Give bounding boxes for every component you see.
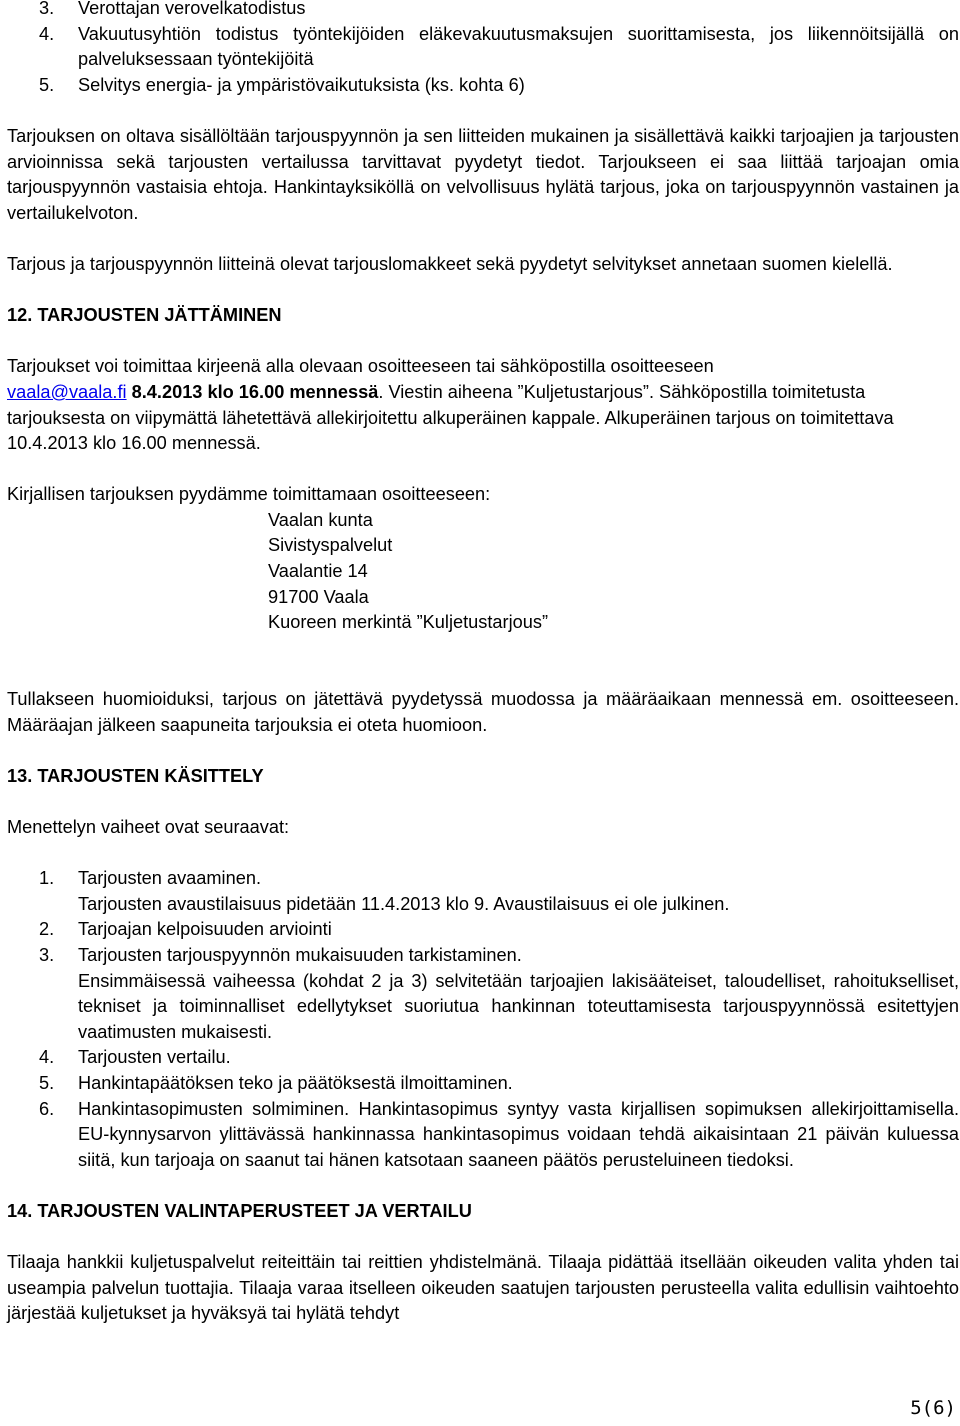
step-detail: Ensimmäisessä vaiheessa (kohdat 2 ja 3) selvitetään tarjoajien lakisääteiset, taloudelliset, rahoitukselliset, tekniset ja toiminnalliset edellytykset suoriutua hankinnan toteuttamisesta tarjouspyynnössä esitettyjen vaatimusten mukaisesti. bbox=[78, 970, 959, 1042]
step-text: Tarjoajan kelpoisuuden arviointi bbox=[78, 919, 332, 940]
deadline-text: 8.4.2013 klo 16.00 mennessä bbox=[126, 381, 379, 402]
list-number: 5. bbox=[39, 1072, 55, 1093]
list-item bbox=[7, 0, 959, 22]
list-number: 3. bbox=[39, 944, 55, 965]
list-number: 2. bbox=[39, 919, 55, 940]
submission-intro: Tarjoukset voi toimittaa kirjeenä alla olevaan osoitteeseen tai sähköpostilla osoitteeseen bbox=[7, 356, 714, 377]
step-text: Hankintapäätöksen teko ja päätöksestä ilmoittaminen. bbox=[78, 1072, 513, 1093]
email-link[interactable]: vaala@vaala.fi bbox=[7, 381, 127, 402]
list-number: 6. bbox=[39, 1098, 55, 1119]
address-line: Vaalantie 14 bbox=[268, 561, 368, 582]
step-text: Tarjousten tarjouspyynnön mukaisuuden tarkistaminen. bbox=[78, 944, 522, 965]
page-number: 5(6) bbox=[910, 1397, 956, 1419]
address-line: Kuoreen merkintä ”Kuljetustarjous” bbox=[268, 612, 549, 633]
list-number: 3. bbox=[39, 0, 55, 18]
address-line: Sivistyspalvelut bbox=[268, 535, 393, 556]
section-14-heading: 14. TARJOUSTEN VALINTAPERUSTEET JA VERTAILU bbox=[7, 1200, 472, 1221]
list-number: 4. bbox=[39, 1047, 55, 1068]
list-text: Verottajan verovelkatodistus bbox=[78, 0, 306, 18]
address-line: Vaalan kunta bbox=[268, 509, 373, 530]
list-item bbox=[7, 943, 959, 1045]
address-line: 91700 Vaala bbox=[268, 586, 369, 607]
list-number: 4. bbox=[39, 23, 55, 44]
delivery-address bbox=[7, 508, 959, 636]
procedure-steps-list bbox=[7, 866, 959, 1173]
list-text: Vakuutusyhtiön todistus työntekijöiden eläkevakuutusmaksujen suorittamisesta, jos liikennöitsijällä on palveluksessaan työntekijöitä bbox=[78, 23, 959, 70]
address-intro: Kirjallisen tarjouksen pyydämme toimittamaan osoitteeseen: bbox=[7, 484, 491, 505]
list-text: Selvitys energia- ja ympäristövaikutuksista (ks. kohta 6) bbox=[78, 74, 525, 95]
procedure-intro: Menettelyn vaiheet ovat seuraavat: bbox=[7, 817, 290, 837]
section-13-heading: 13. TARJOUSTEN KÄSITTELY bbox=[7, 765, 264, 786]
paragraph-deadline-note: Tullakseen huomioiduksi, tarjous on jätettävä pyydetyssä muodossa ja määräaikaan mennessä em. osoitteeseen. Määräajan jälkeen saapuneita tarjouksia ei oteta huomioon. bbox=[7, 689, 959, 735]
required-documents-list bbox=[7, 0, 959, 98]
section-12-heading: 12. TARJOUSTEN JÄTTÄMINEN bbox=[7, 305, 282, 326]
submission-rest: . Viestin aiheena ”Kuljetustarjous”. Sähköpostilla toimitetusta tarjouksesta on viipymättä lähetettävä allekirjoitettu alkuperäinen kappale. Alkuperäinen tarjous on toimitettava 10.4.2013 klo 16.00 mennessä. bbox=[7, 381, 894, 454]
paragraph-tender-content: Tarjouksen on oltava sisällöltään tarjouspyynnön ja sen liitteiden mukainen ja sisällettävä kaikki tarjoajien ja tarjousten arvioinnissa sekä tarjousten vertailussa tarvittavat pyydetyt tiedot. Tarjoukseen ei saa liittää tarjoajan omia tarjouspyynnön vastaisia ehtoja. Hankintayksiköllä on velvollisuus hylätä tarjous, joka on tarjouspyynnön vastainen ja vertailukelvoton. bbox=[7, 125, 959, 223]
document-page bbox=[7, 0, 959, 1327]
list-item bbox=[7, 1071, 959, 1097]
step-text: Hankintasopimusten solmiminen. Hankintasopimus syntyy vasta kirjallisen sopimuksen allekirjoittamisella. EU-kynnysarvon ylittävässä hankinnassa hankintasopimus voidaan tehdä aikaisintaan 21 päivän kuluessa siitä, kun tarjoaja on saanut tai hänen katsotaan saaneen päätös perusteluineen tiedoksi. bbox=[78, 1098, 959, 1170]
step-detail: Tarjousten avaustilaisuus pidetään 11.4.2013 klo 9. Avaustilaisuus ei ole julkinen. bbox=[78, 893, 730, 914]
paragraph-language: Tarjous ja tarjouspyynnön liitteinä olevat tarjouslomakkeet sekä pyydetyt selvitykset annetaan suomen kielellä. bbox=[7, 253, 893, 274]
list-item bbox=[7, 917, 959, 943]
paragraph-submission bbox=[7, 354, 959, 456]
list-number: 5. bbox=[39, 74, 55, 95]
step-text: Tarjousten vertailu. bbox=[78, 1047, 231, 1068]
list-item bbox=[7, 1097, 959, 1174]
step-text: Tarjousten avaaminen. bbox=[78, 868, 261, 889]
list-item bbox=[7, 1045, 959, 1071]
list-item bbox=[7, 22, 959, 73]
list-item bbox=[7, 73, 959, 99]
list-number: 1. bbox=[39, 868, 55, 889]
list-item bbox=[7, 866, 959, 917]
paragraph-selection-criteria: Tilaaja hankkii kuljetuspalvelut reiteittäin tai reittien yhdistelmänä. Tilaaja pidättää itsellään oikeuden valita yhden tai useampia palvelun tuottajia. Tilaaja varaa itselleen oikeuden saatujen tarjousten perusteella valita edullisin vaihtoehto järjestää kuljetukset ja hyväksyä tai hylätä tehdyt bbox=[7, 1252, 959, 1324]
